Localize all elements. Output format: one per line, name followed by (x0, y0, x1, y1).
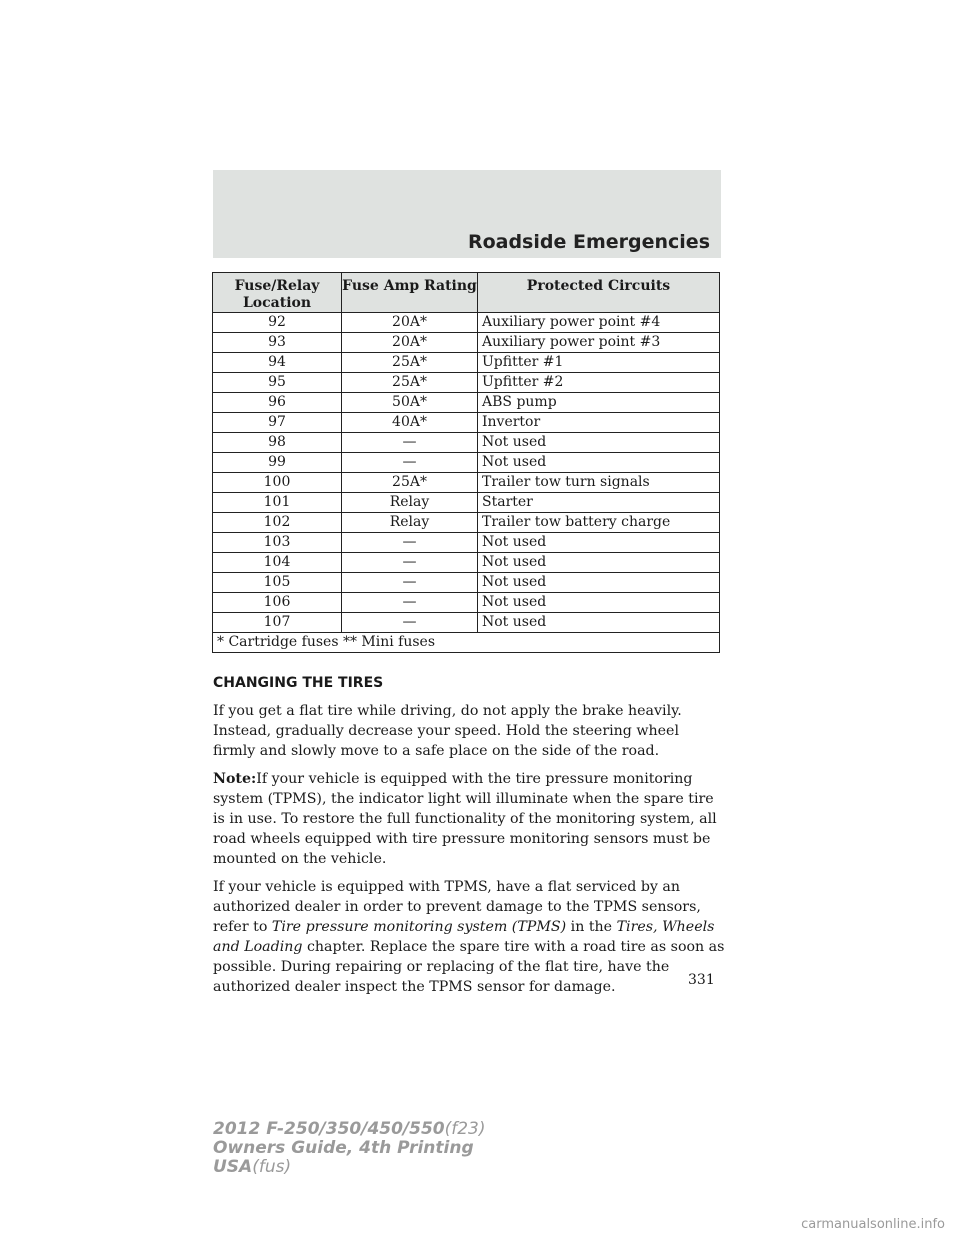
cell-location: 100 (213, 473, 342, 493)
cell-location: 102 (213, 513, 342, 533)
fuse-table-header-row (213, 273, 720, 313)
table-row (213, 393, 720, 413)
table-row (213, 333, 720, 353)
cell-rating: — (342, 593, 478, 613)
cell-circuit: Auxiliary power point #3 (478, 333, 720, 353)
note-text: If your vehicle is equipped with the tire pressure monitoring system (TPMS), the indicator light will illuminate when the spare tire is in use. To restore the full functionality of the monitoring system, all road wheels equipped with tire pressure monitoring sensors must be mounted on the vehicle. (213, 771, 717, 867)
table-row (213, 313, 720, 333)
tpms-text-b: in the (566, 919, 617, 935)
cell-circuit: Not used (478, 453, 720, 473)
cell-location: 99 (213, 453, 342, 473)
cell-rating: 25A* (342, 373, 478, 393)
chapter-reference: Tires, Wheels and Loading (213, 919, 715, 955)
table-row (213, 553, 720, 573)
table-row (213, 473, 720, 493)
table-row (213, 593, 720, 613)
tpms-reference: Tire pressure monitoring system (TPMS) (271, 919, 567, 935)
cell-circuit: Not used (478, 533, 720, 553)
cell-rating: 20A* (342, 333, 478, 353)
table-row (213, 573, 720, 593)
cell-circuit: Auxiliary power point #4 (478, 313, 720, 333)
table-row (213, 373, 720, 393)
footer-edition (213, 1120, 486, 1177)
section-heading: CHANGING THE TIRES (213, 675, 384, 691)
footer-code: (f23) (444, 1119, 486, 1139)
cell-circuit: Not used (478, 593, 720, 613)
fuse-table (212, 272, 720, 653)
cell-circuit: Invertor (478, 413, 720, 433)
cell-circuit: ABS pump (478, 393, 720, 413)
tpms-text-c: chapter. Replace the spare tire with a road tire as soon as possible. During repairing or replacing of the flat tire, have the authorized dealer inspect the TPMS sensor for damage. (213, 939, 725, 995)
cell-circuit: Trailer tow turn signals (478, 473, 720, 493)
table-row (213, 493, 720, 513)
cell-rating: 20A* (342, 313, 478, 333)
footer-line-2: Owners Guide, 4th Printing (213, 1138, 474, 1158)
table-footnote: * Cartridge fuses ** Mini fuses (213, 633, 720, 653)
cell-circuit: Not used (478, 573, 720, 593)
cell-rating: 50A* (342, 393, 478, 413)
cell-circuit: Not used (478, 553, 720, 573)
cell-location: 94 (213, 353, 342, 373)
cell-location: 106 (213, 593, 342, 613)
cell-circuit: Not used (478, 433, 720, 453)
table-footnote-row (213, 633, 720, 653)
cell-rating: — (342, 433, 478, 453)
table-row (213, 353, 720, 373)
header-rating: Fuse Amp Rating (342, 273, 478, 313)
tpms-text-a: If your vehicle is equipped with TPMS, have a flat serviced by an authorized dealer in order to prevent damage to the TPMS sensors, refer to (213, 879, 701, 935)
cell-circuit: Starter (478, 493, 720, 513)
cell-location: 104 (213, 553, 342, 573)
tire-change-section (213, 673, 725, 1005)
paragraph-flat-tire: If you get a flat tire while driving, do not apply the brake heavily. Instead, gradually decrease your speed. Hold the steering wheel firmly and slowly move to a safe place on the side of the road. (213, 703, 682, 759)
cell-rating: 25A* (342, 353, 478, 373)
footer-model: 2012 F-250/350/450/550 (213, 1119, 445, 1139)
cell-location: 96 (213, 393, 342, 413)
cell-circuit: Upfitter #1 (478, 353, 720, 373)
cell-location: 98 (213, 433, 342, 453)
cell-location: 92 (213, 313, 342, 333)
table-row (213, 453, 720, 473)
cell-rating: Relay (342, 513, 478, 533)
cell-circuit: Upfitter #2 (478, 373, 720, 393)
table-row (213, 513, 720, 533)
note-label: Note: (213, 771, 257, 787)
cell-rating: 40A* (342, 413, 478, 433)
watermark-text: carmanualsonline.info (801, 1217, 945, 1232)
table-row (213, 413, 720, 433)
paragraph-note (213, 769, 725, 869)
page-number: 331 (688, 972, 715, 988)
table-row (213, 433, 720, 453)
header-location: Fuse/Relay Location (213, 273, 342, 313)
cell-rating: — (342, 533, 478, 553)
table-row (213, 533, 720, 553)
cell-location: 105 (213, 573, 342, 593)
cell-rating: — (342, 453, 478, 473)
cell-location: 103 (213, 533, 342, 553)
section-header-band (213, 170, 721, 258)
cell-location: 95 (213, 373, 342, 393)
footer-line-3 (213, 1158, 486, 1177)
cell-rating: Relay (342, 493, 478, 513)
section-title: Roadside Emergencies (467, 231, 710, 253)
header-circuits: Protected Circuits (478, 273, 720, 313)
footer-line-1 (213, 1120, 486, 1139)
cell-location: 93 (213, 333, 342, 353)
cell-rating: — (342, 573, 478, 593)
cell-circuit: Trailer tow battery charge (478, 513, 720, 533)
table-row (213, 613, 720, 633)
paragraph-tpms (213, 877, 725, 997)
cell-rating: — (342, 553, 478, 573)
cell-location: 97 (213, 413, 342, 433)
cell-circuit: Not used (478, 613, 720, 633)
cell-rating: — (342, 613, 478, 633)
cell-location: 107 (213, 613, 342, 633)
footer-market: USA (213, 1157, 253, 1177)
footer-market-code: (fus) (252, 1157, 292, 1177)
cell-rating: 25A* (342, 473, 478, 493)
cell-location: 101 (213, 493, 342, 513)
